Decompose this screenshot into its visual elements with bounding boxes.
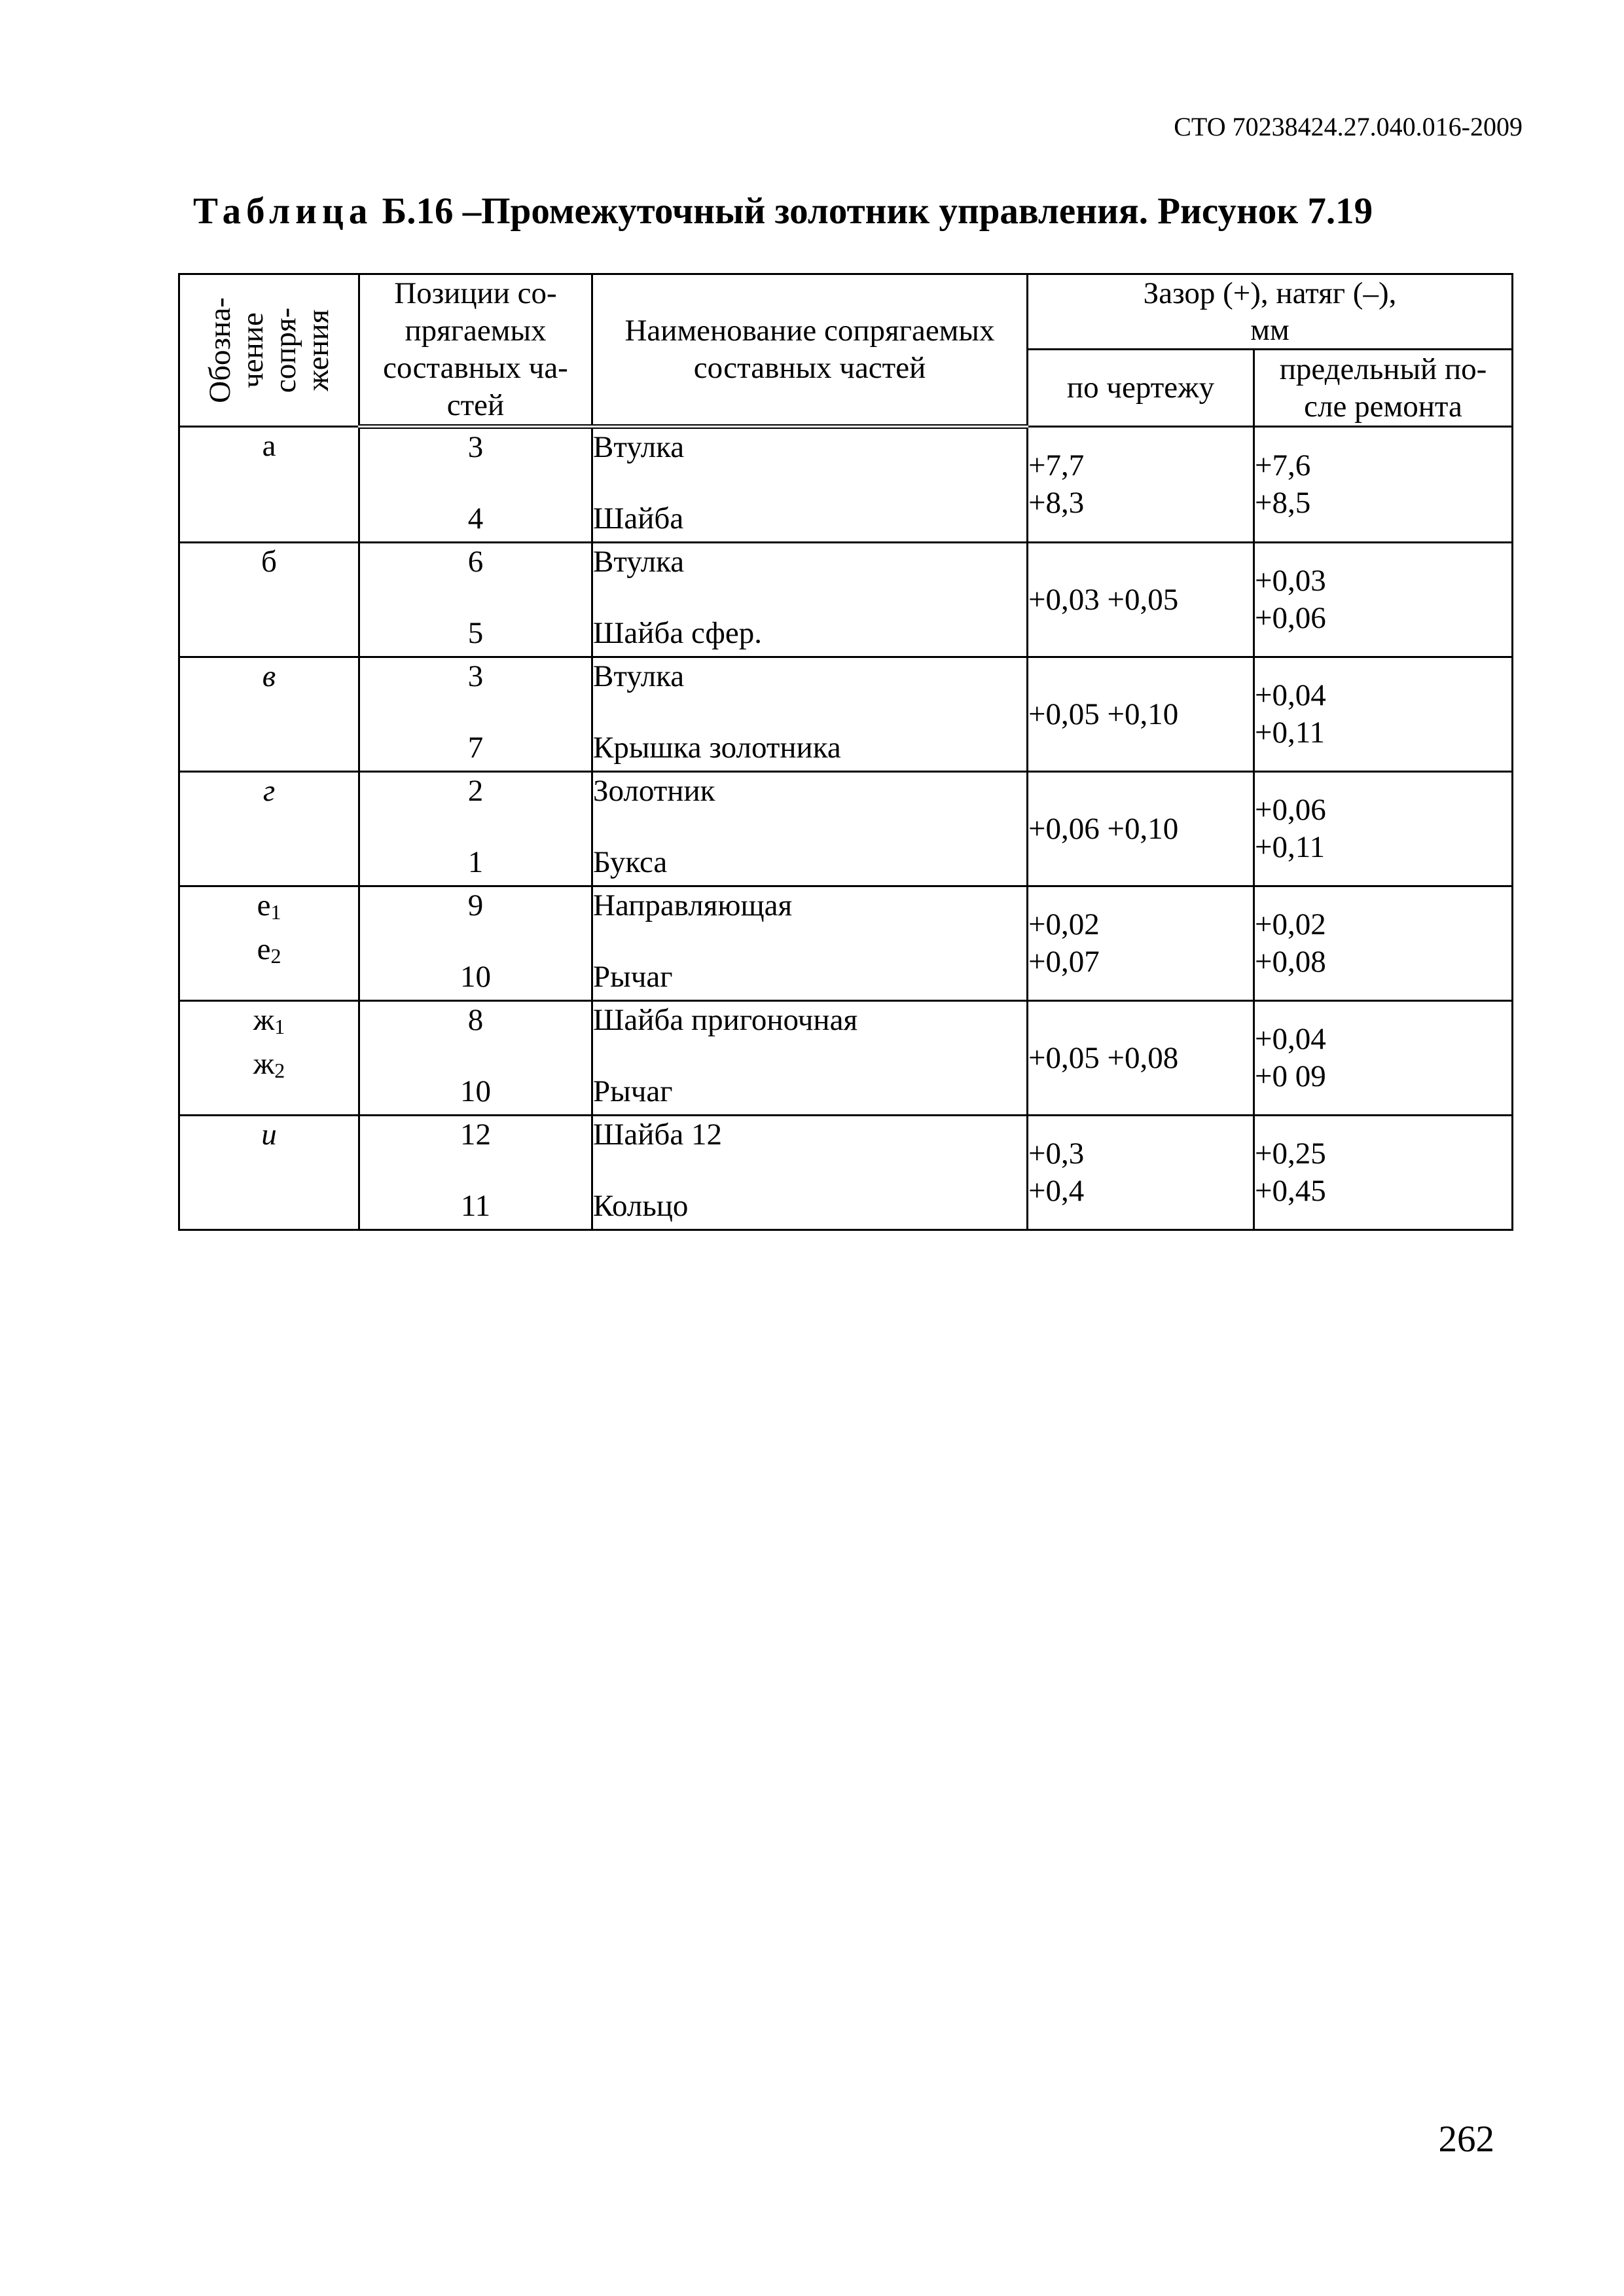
position-value: 9 [467, 888, 484, 922]
position-value: 11 [460, 1189, 491, 1223]
limit-value: +0,25 [1255, 1137, 1326, 1171]
by-drawing-value: +7,7 [1028, 448, 1085, 483]
position-value: 4 [467, 501, 484, 536]
designation-text: ж [253, 1047, 275, 1081]
part-name: Втулка [593, 659, 685, 693]
header-by-drawing: по чертежу [1028, 350, 1254, 427]
position-value: 12 [460, 1118, 491, 1152]
designation-line [180, 1046, 358, 1089]
table-row [179, 772, 1513, 886]
limit-value: +0,08 [1255, 945, 1326, 979]
page-number: 262 [1438, 2119, 1494, 2160]
part-name: Рычаг [593, 960, 673, 994]
designation-subscript: 1 [270, 900, 281, 924]
part-name: Втулка [593, 430, 685, 464]
positions-cell [359, 772, 592, 886]
position-value: 5 [467, 616, 484, 650]
position-value: 1 [467, 845, 484, 879]
part-name: Рычаг [593, 1074, 673, 1108]
designation-cell [179, 427, 359, 543]
positions-cell [359, 1116, 592, 1230]
by-drawing-value: +0,03 +0,05 [1028, 582, 1179, 617]
document-code: СТО 70238424.27.040.016-2009 [1174, 112, 1523, 141]
part-name: Кольцо [593, 1189, 689, 1223]
by-drawing-value: +0,07 [1028, 945, 1100, 979]
by-drawing-cell [1028, 427, 1254, 543]
header-positions-line: стей [446, 388, 505, 422]
designation-text: а [262, 429, 276, 463]
limit-value: +0,04 [1255, 1022, 1326, 1056]
designation-text: и [261, 1118, 277, 1152]
part-name: Крышка золотника [593, 731, 841, 765]
part-name: Направляющая [593, 888, 793, 922]
position-value: 3 [467, 659, 484, 693]
limit-value: +0,06 [1255, 793, 1326, 827]
position-value: 6 [467, 545, 484, 579]
limit-value: +0 09 [1255, 1059, 1326, 1093]
position-value: 3 [467, 430, 484, 464]
by-drawing-cell [1028, 1116, 1254, 1230]
by-drawing-value: +0,3 [1028, 1137, 1085, 1171]
by-drawing-cell [1028, 1001, 1254, 1116]
part-name: Букса [593, 845, 668, 879]
table-row [179, 543, 1513, 657]
header-designation-line: жения [301, 309, 335, 392]
designation-line [180, 1002, 358, 1046]
header-designation-line: сопря- [268, 307, 302, 393]
positions-cell [359, 1001, 592, 1116]
positions-cell [359, 427, 592, 543]
part-names-cell [592, 427, 1028, 543]
limit-cell [1254, 657, 1513, 772]
limit-cell [1254, 543, 1513, 657]
by-drawing-value: +0,06 +0,10 [1028, 811, 1179, 846]
positions-cell [359, 543, 592, 657]
limit-value: +0,03 [1255, 564, 1326, 598]
part-name: Шайба 12 [593, 1118, 722, 1152]
position-value: 10 [460, 960, 491, 994]
part-names-cell [592, 543, 1028, 657]
part-name: Золотник [593, 774, 715, 808]
by-drawing-value: +8,3 [1028, 486, 1085, 520]
limit-cell [1254, 772, 1513, 886]
designation-subscript: 2 [274, 1059, 285, 1082]
position-value: 10 [460, 1074, 491, 1108]
table-row [179, 427, 1513, 543]
part-name: Шайба [593, 501, 684, 536]
table-title [193, 190, 1373, 232]
limit-value: +0,11 [1255, 716, 1326, 750]
designation-cell [179, 657, 359, 772]
mating-parts-table [178, 273, 1513, 1231]
designation-text: е [257, 888, 271, 922]
header-designation-line: Обозна- [203, 297, 237, 403]
header-gap-line: мм [1250, 313, 1290, 347]
header-positions-line: прягаемых [405, 314, 547, 348]
position-value: 7 [467, 731, 484, 765]
designation-cell [179, 772, 359, 886]
by-drawing-cell [1028, 886, 1254, 1001]
by-drawing-cell [1028, 543, 1254, 657]
table-row [179, 657, 1513, 772]
limit-value: +8,5 [1255, 486, 1311, 520]
part-names-cell [592, 1001, 1028, 1116]
header-designation [179, 274, 359, 427]
designation-subscript: 2 [270, 944, 281, 968]
designation-text: б [261, 545, 277, 579]
by-drawing-cell [1028, 657, 1254, 772]
position-value: 2 [467, 774, 484, 808]
designation-cell [179, 1116, 359, 1230]
header-limit-after-repair [1254, 350, 1513, 427]
limit-cell [1254, 1001, 1513, 1116]
designation-line [180, 931, 358, 975]
table-row [179, 1001, 1513, 1116]
header-designation-line: чение [236, 312, 270, 388]
table-row [179, 886, 1513, 1001]
part-name: Втулка [593, 545, 685, 579]
part-names-cell [592, 772, 1028, 886]
designation-text: в [262, 659, 276, 693]
positions-cell [359, 657, 592, 772]
header-positions-line: Позиции со- [394, 276, 557, 310]
by-drawing-value: +0,05 +0,10 [1028, 697, 1179, 731]
header-positions [359, 274, 592, 427]
by-drawing-value: +0,02 [1028, 907, 1100, 941]
by-drawing-cell [1028, 772, 1254, 886]
table-row [179, 1116, 1513, 1230]
header-limit-line: сле ремонта [1304, 389, 1462, 424]
header-gap-line: Зазор (+), натяг (–), [1143, 276, 1397, 310]
limit-value: +0,04 [1255, 678, 1326, 712]
designation-line [180, 887, 358, 931]
limit-value: +0,11 [1255, 830, 1326, 864]
part-name: Шайба сфер. [593, 616, 762, 650]
part-name: Шайба пригоночная [593, 1003, 858, 1037]
header-names [592, 274, 1028, 427]
limit-cell [1254, 427, 1513, 543]
positions-cell [359, 886, 592, 1001]
designation-subscript: 1 [274, 1015, 285, 1038]
table-title-label: Таблица [193, 191, 373, 232]
designation-text: ж [253, 1003, 275, 1037]
part-names-cell [592, 657, 1028, 772]
designation-text: г [262, 774, 276, 808]
header-positions-line: составных ча- [383, 351, 568, 385]
limit-value: +0,06 [1255, 601, 1326, 635]
part-names-cell [592, 1116, 1028, 1230]
position-value: 8 [467, 1003, 484, 1037]
by-drawing-value: +0,05 +0,08 [1028, 1040, 1179, 1075]
limit-cell [1254, 886, 1513, 1001]
header-names-line: Наименование сопрягаемых [624, 314, 995, 348]
header-gap-group [1028, 274, 1513, 350]
designation-cell [179, 886, 359, 1001]
limit-value: +0,45 [1255, 1174, 1326, 1208]
by-drawing-value: +0,4 [1028, 1174, 1085, 1208]
designation-cell [179, 543, 359, 657]
table-title-text: Б.16 –Промежуточный золотник управления. Рисунок 7.19 [382, 191, 1373, 232]
table-body [179, 427, 1513, 1230]
designation-text: е [257, 932, 271, 966]
header-limit-line: предельный по- [1279, 352, 1487, 386]
header-names-line: составных частей [693, 351, 926, 385]
limit-value: +7,6 [1255, 448, 1311, 483]
designation-cell [179, 1001, 359, 1116]
limit-value: +0,02 [1255, 907, 1326, 941]
limit-cell [1254, 1116, 1513, 1230]
part-names-cell [592, 886, 1028, 1001]
